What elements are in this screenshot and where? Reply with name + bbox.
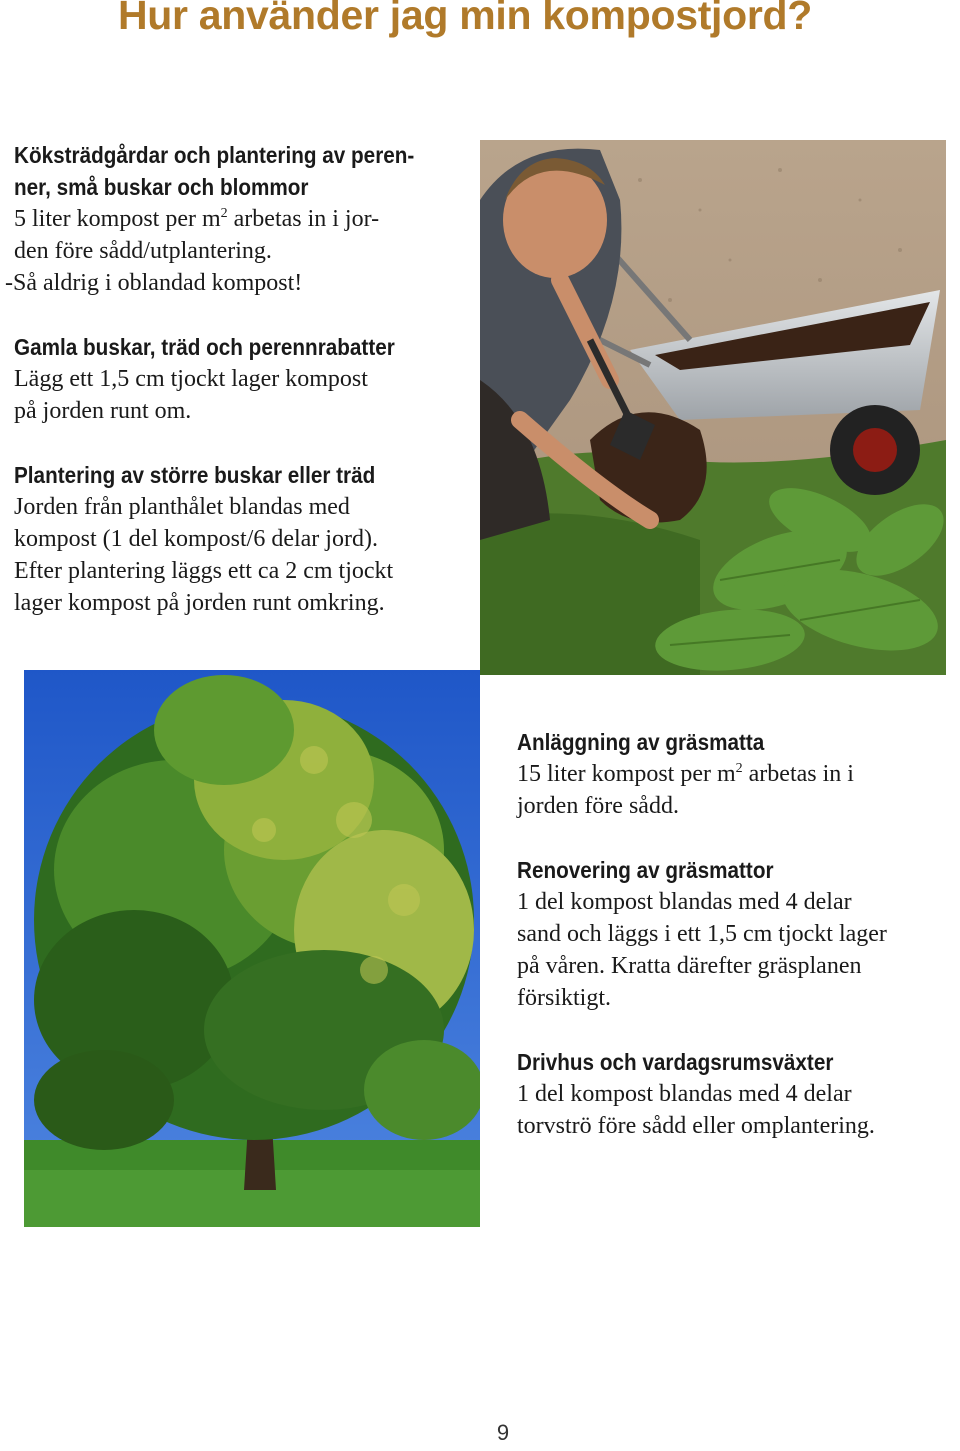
- section-text: försiktigt.: [517, 985, 611, 1011]
- section-heading: Renovering av gräsmattor: [517, 857, 774, 883]
- section-gamla-buskar: [14, 331, 437, 427]
- section-text: Lägg ett 1,5 cm tjockt lager kompost: [14, 366, 368, 392]
- section-text: på våren. Kratta därefter gräsplanen: [517, 953, 862, 979]
- section-text: Efter plantering läggs ett ca 2 cm tjockt: [14, 558, 394, 584]
- section-storre-buskar: [14, 459, 415, 619]
- section-renovering: [517, 854, 887, 1014]
- section-text: den före sådd/utplantering.: [14, 238, 272, 264]
- superscript: 2: [735, 761, 743, 776]
- section-heading: Gamla buskar, träd och perennrabatter: [14, 334, 395, 360]
- section-text: Jorden från planthålet blandas med: [14, 494, 350, 520]
- section-text: -Så aldrig i oblandad kompost!: [5, 270, 303, 296]
- section-kokstradgard: [5, 139, 459, 299]
- section-text: 15 liter kompost per $m^2$ arbetas in i: [517, 761, 854, 787]
- section-text: kompost (1 del kompost/6 delar jord).: [14, 526, 378, 552]
- section-text: 1 del kompost blandas med 4 delar: [517, 1081, 852, 1107]
- page-number: 9: [496, 1420, 510, 1445]
- section-text: 1 del kompost blandas med 4 delar: [517, 889, 852, 915]
- tree-photo: [24, 670, 480, 1227]
- section-heading: Drivhus och vardagsrumsväxter: [517, 1049, 834, 1075]
- section-grasmatta: [517, 726, 854, 822]
- page-title: Hur använder jag min kompostjord?: [118, 0, 813, 38]
- section-text: sand och läggs i ett 1,5 cm tjockt lager: [517, 921, 887, 947]
- section-heading: Anläggning av gräsmatta: [517, 729, 765, 755]
- section-drivhus: [517, 1046, 875, 1142]
- section-text: jorden före sådd.: [517, 793, 679, 819]
- section-heading: Köksträdgårdar och plantering av peren-: [14, 142, 415, 168]
- section-text: lager kompost på jorden runt omkring.: [14, 590, 385, 616]
- section-text: 5 liter kompost per $m^2$ arbetas in i jor-: [14, 206, 380, 232]
- section-text: på jorden runt om.: [14, 398, 192, 424]
- section-text: torvströ före sådd eller omplantering.: [517, 1113, 875, 1139]
- section-heading: ner, små buskar och blommor: [14, 174, 309, 200]
- superscript: 2: [220, 206, 228, 221]
- section-heading: Plantering av större buskar eller träd: [14, 462, 376, 488]
- gardener-wheelbarrow-photo: [480, 140, 946, 675]
